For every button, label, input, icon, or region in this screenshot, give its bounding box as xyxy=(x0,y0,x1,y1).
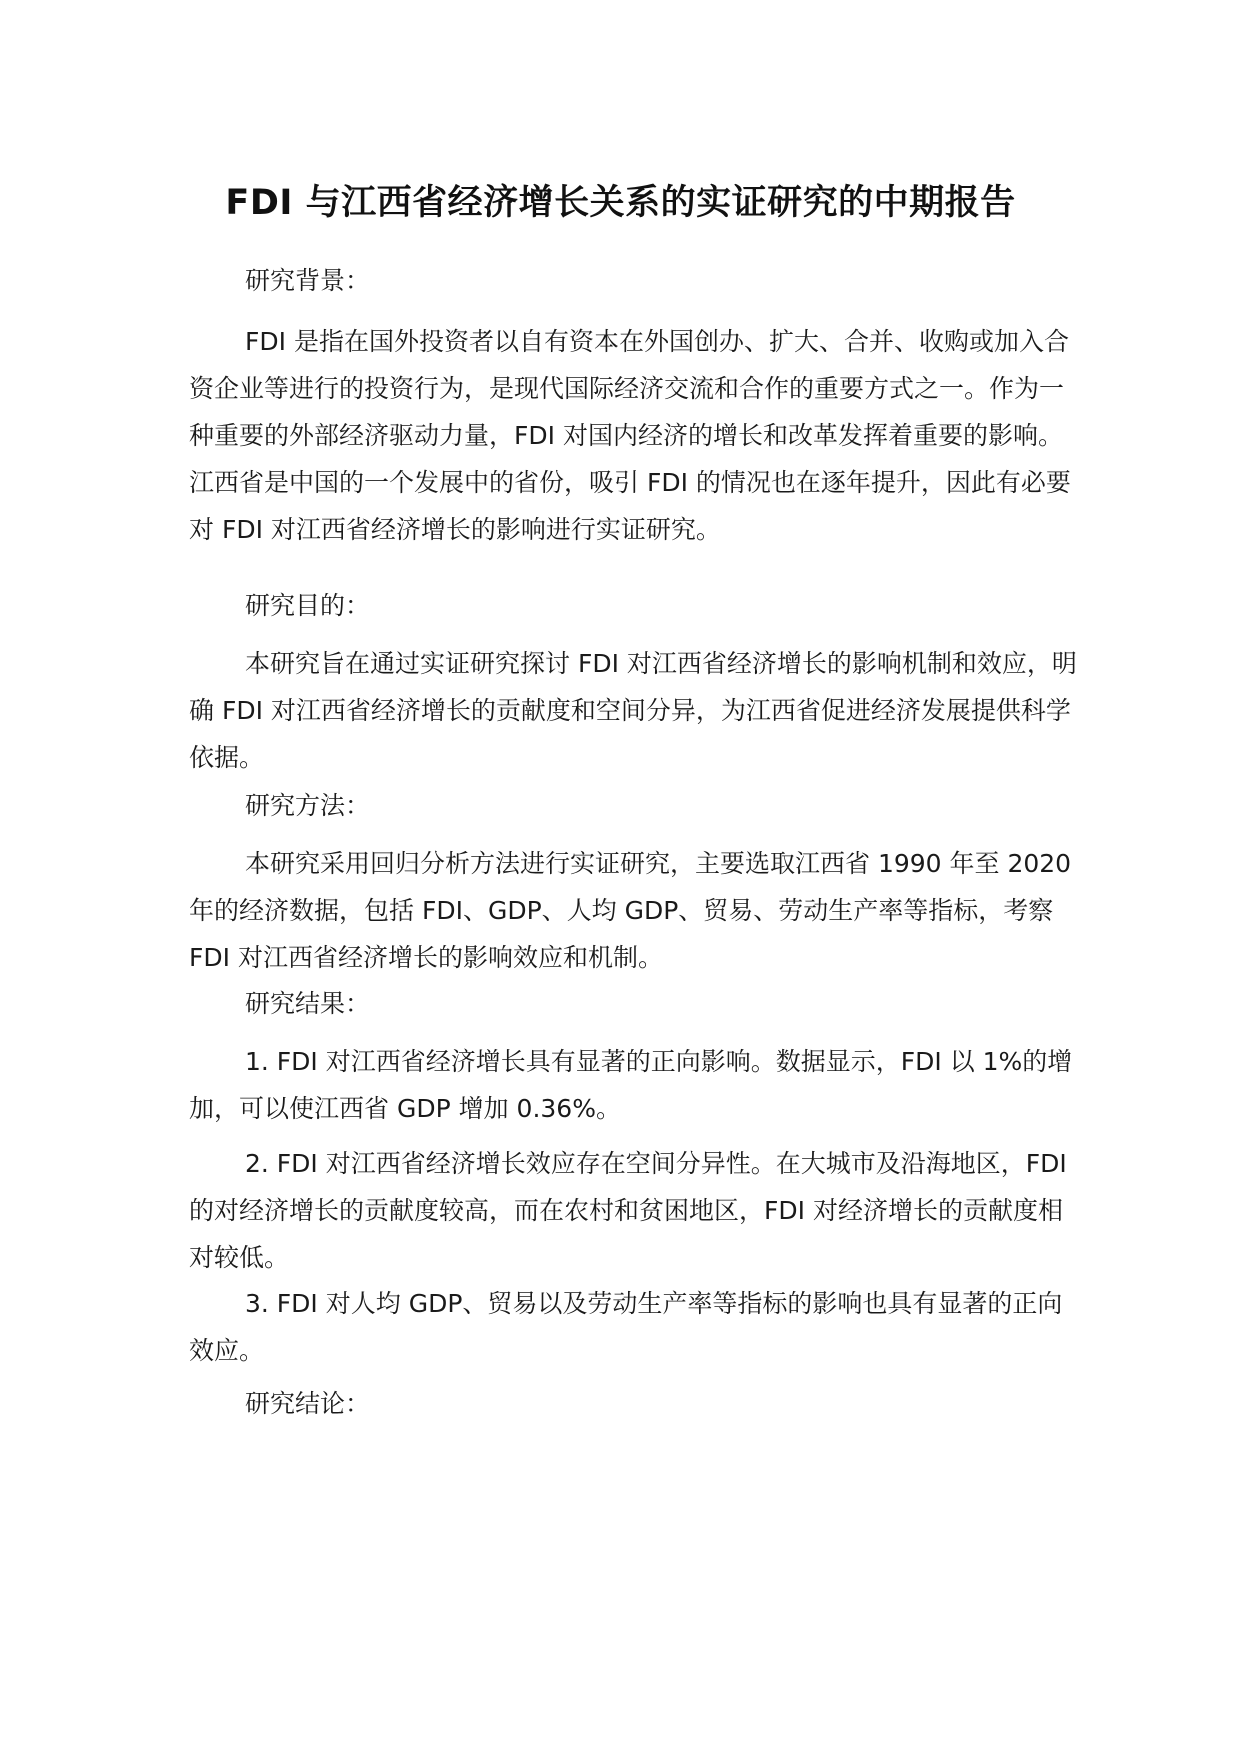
result-item-2: 2. FDI 对江西省经济增长效应存在空间分异性。在大城市及沿海地区，FDI 的对经济增长的贡献度较高，而在农村和贫困地区，FDI 对经济增长的贡献度相对较低。 xyxy=(189,1149,1067,1272)
section-heading-results: 研究结果： xyxy=(245,989,371,1018)
paragraph-method: 本研究采用回归分析方法进行实证研究，主要选取江西省 1990 年至 2020 年的经济数据，包括 FDI、GDP、人均 GDP、贸易、劳动生产率等指标，考察 FDI 对江西省经济增长的影响效应和机制。 xyxy=(189,849,1072,972)
paragraph-background: FDI 是指在国外投资者以自有资本在外国创办、扩大、合并、收购或加入合资企业等进行的投资行为，是现代国际经济交流和合作的重要方式之一。作为一种重要的外部经济驱动力量，FDI 对国内经济的增长和改革发挥着重要的影响。江西省是中国的一个发展中的省份，吸引 FDI 的情况也在逐年提升，因此有必要对 FDI 对江西省经济增长的影响进行实证研究。 xyxy=(189,327,1071,544)
result-item-3: 3. FDI 对人均 GDP、贸易以及劳动生产率等指标的影响也具有显著的正向效应。 xyxy=(189,1289,1063,1365)
paragraph-purpose: 本研究旨在通过实证研究探讨 FDI 对江西省经济增长的影响机制和效应，明确 FDI 对江西省经济增长的贡献度和空间分异，为江西省促进经济发展提供科学依据。 xyxy=(189,649,1077,772)
section-heading-conclusion: 研究结论： xyxy=(245,1389,371,1418)
result-item-1: 1. FDI 对江西省经济增长具有显著的正向影响。数据显示，FDI 以 1%的增加，可以使江西省 GDP 增加 0.36%。 xyxy=(189,1047,1073,1123)
document-title: FDI 与江西省经济增长关系的实证研究的中期报告 xyxy=(225,183,1016,223)
section-heading-purpose: 研究目的： xyxy=(245,591,371,620)
section-heading-background: 研究背景： xyxy=(245,266,371,295)
section-heading-method: 研究方法： xyxy=(245,791,371,820)
